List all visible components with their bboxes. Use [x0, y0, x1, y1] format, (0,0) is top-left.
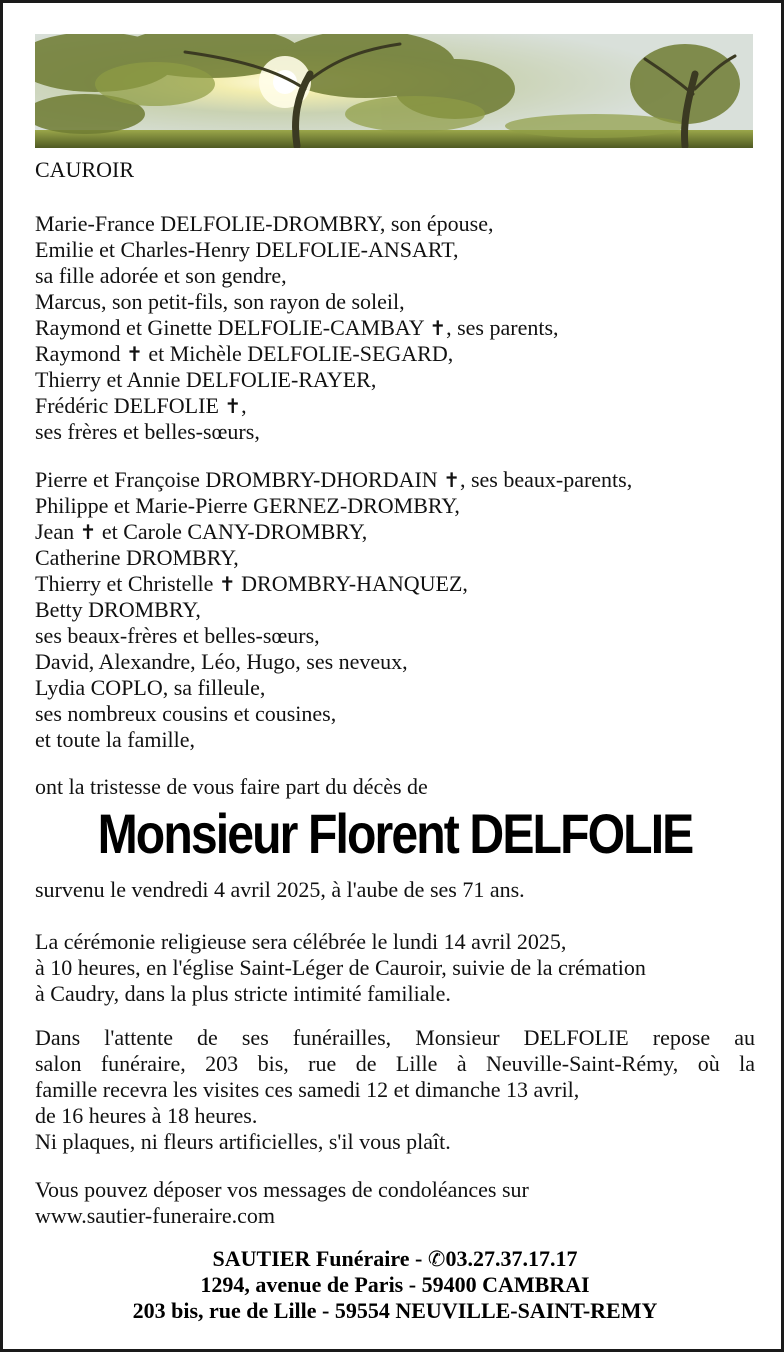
funeral-home-line: famille recevra les visites ces samedi 12 et dimanche 13 avril,: [35, 1077, 580, 1102]
family-member-line: [35, 519, 755, 545]
condolences-link[interactable]: www.sautier-funeraire.com: [35, 1203, 276, 1228]
town-heading: [35, 157, 755, 183]
ceremony-line: à 10 heures, en l'église Saint-Léger de Cauroir, suivie de la crémation: [35, 955, 646, 980]
family-member-line: ses frères et belles-sœurs,: [35, 419, 260, 444]
funeral-director-footer: [3, 1246, 784, 1324]
company-name: SAUTIER Funéraire -: [212, 1246, 428, 1271]
cross-icon: ✝: [224, 394, 242, 418]
sunlit-trees-picture: [35, 34, 753, 148]
family-member-line: [35, 341, 755, 367]
condolences-block: [35, 1177, 755, 1229]
family-group-1: [35, 211, 755, 445]
funeral-home-block: [35, 1025, 755, 1155]
family-member-line: [35, 571, 755, 597]
banner-image: [35, 34, 753, 148]
condolences-text: Vous pouvez déposer vos messages de condoléances sur: [35, 1177, 529, 1202]
funeral-home-line: Ni plaques, ni fleurs artificielles, s'il vous plaît.: [35, 1129, 451, 1154]
announcement-text: ont la tristesse de vous faire part du décès de: [35, 774, 428, 799]
family-member-line: ses nombreux cousins et cousines,: [35, 701, 337, 726]
family-member-line: Emilie et Charles-Henry DELFOLIE-ANSART,: [35, 237, 459, 262]
family-member-text: ,: [241, 393, 247, 418]
family-member-line: Thierry et Annie DELFOLIE-RAYER,: [35, 367, 377, 392]
ceremony-block: [35, 929, 755, 1007]
cross-icon: ✝: [218, 572, 236, 596]
cross-icon: ✝: [79, 520, 97, 544]
family-member-line: Philippe et Marie-Pierre GERNEZ-DROMBRY,: [35, 493, 460, 518]
family-member-line: Marcus, son petit-fils, son rayon de soleil,: [35, 289, 405, 314]
family-member-line: sa fille adorée et son gendre,: [35, 263, 287, 288]
family-member-line: et toute la famille,: [35, 727, 196, 752]
family-member-text: et Carole CANY-DROMBRY,: [96, 519, 368, 544]
announcement-block: [35, 774, 755, 800]
family-member-text: et Michèle DELFOLIE-SEGARD,: [142, 341, 454, 366]
family-member-line: David, Alexandre, Léo, Hugo, ses neveux,: [35, 649, 408, 674]
cross-icon: ✝: [443, 468, 460, 492]
town-name: CAUROIR: [35, 157, 135, 182]
family-member-text: Frédéric DELFOLIE: [35, 393, 225, 418]
funeral-home-line: Dans l'attente de ses funérailles, Monsieur DELFOLIE repose au: [35, 1025, 755, 1050]
family-member-line: [35, 315, 755, 341]
footer-address-cambrai: 1294, avenue de Paris - 59400 CAMBRAI: [200, 1272, 590, 1297]
phone-icon: ✆: [427, 1247, 446, 1271]
family-member-line: [35, 393, 755, 419]
ceremony-line: La cérémonie religieuse sera célébrée le lundi 14 avril 2025,: [35, 929, 567, 954]
cross-icon: ✝: [126, 342, 143, 366]
ceremony-line: à Caudry, dans la plus stricte intimité familiale.: [35, 981, 451, 1006]
funeral-home-line: salon funéraire, 203 bis, rue de Lille à Neuville-Saint-Rémy, où la: [35, 1051, 755, 1076]
family-member-line: [35, 467, 755, 493]
family-member-text: Thierry et Christelle: [35, 571, 219, 596]
family-member-text: Raymond: [35, 341, 127, 366]
family-member-text: Pierre et Françoise DROMBRY-DHORDAIN: [35, 467, 444, 492]
family-member-line: Betty DROMBRY,: [35, 597, 201, 622]
family-group-2: [35, 467, 755, 753]
footer-company-line: [3, 1246, 784, 1272]
cross-icon: ✝: [429, 316, 447, 340]
family-member-text: , ses beaux-parents,: [459, 467, 633, 492]
family-member-text: Jean: [35, 519, 80, 544]
death-info: survenu le vendredi 4 avril 2025, à l'aube de ses 71 ans.: [35, 877, 525, 902]
family-member-line: Lydia COPLO, sa filleule,: [35, 675, 266, 700]
family-member-line: ses beaux-frères et belles-sœurs,: [35, 623, 320, 648]
footer-address-neuville: 203 bis, rue de Lille - 59554 NEUVILLE-SAINT-REMY: [132, 1298, 658, 1323]
deceased-name: Monsieur Florent DELFOLIE: [97, 802, 693, 865]
phone-number[interactable]: 03.27.37.17.17: [445, 1246, 578, 1271]
family-member-text: Raymond et Ginette DELFOLIE-CAMBAY: [35, 315, 430, 340]
funeral-home-line: de 16 heures à 18 heures.: [35, 1103, 258, 1128]
family-member-line: Marie-France DELFOLIE-DROMBRY, son épouse,: [35, 211, 494, 236]
death-info-block: [35, 877, 755, 903]
family-member-text: DROMBRY-HANQUEZ,: [235, 571, 468, 596]
family-member-line: Catherine DROMBRY,: [35, 545, 239, 570]
family-member-text: , ses parents,: [446, 315, 559, 340]
